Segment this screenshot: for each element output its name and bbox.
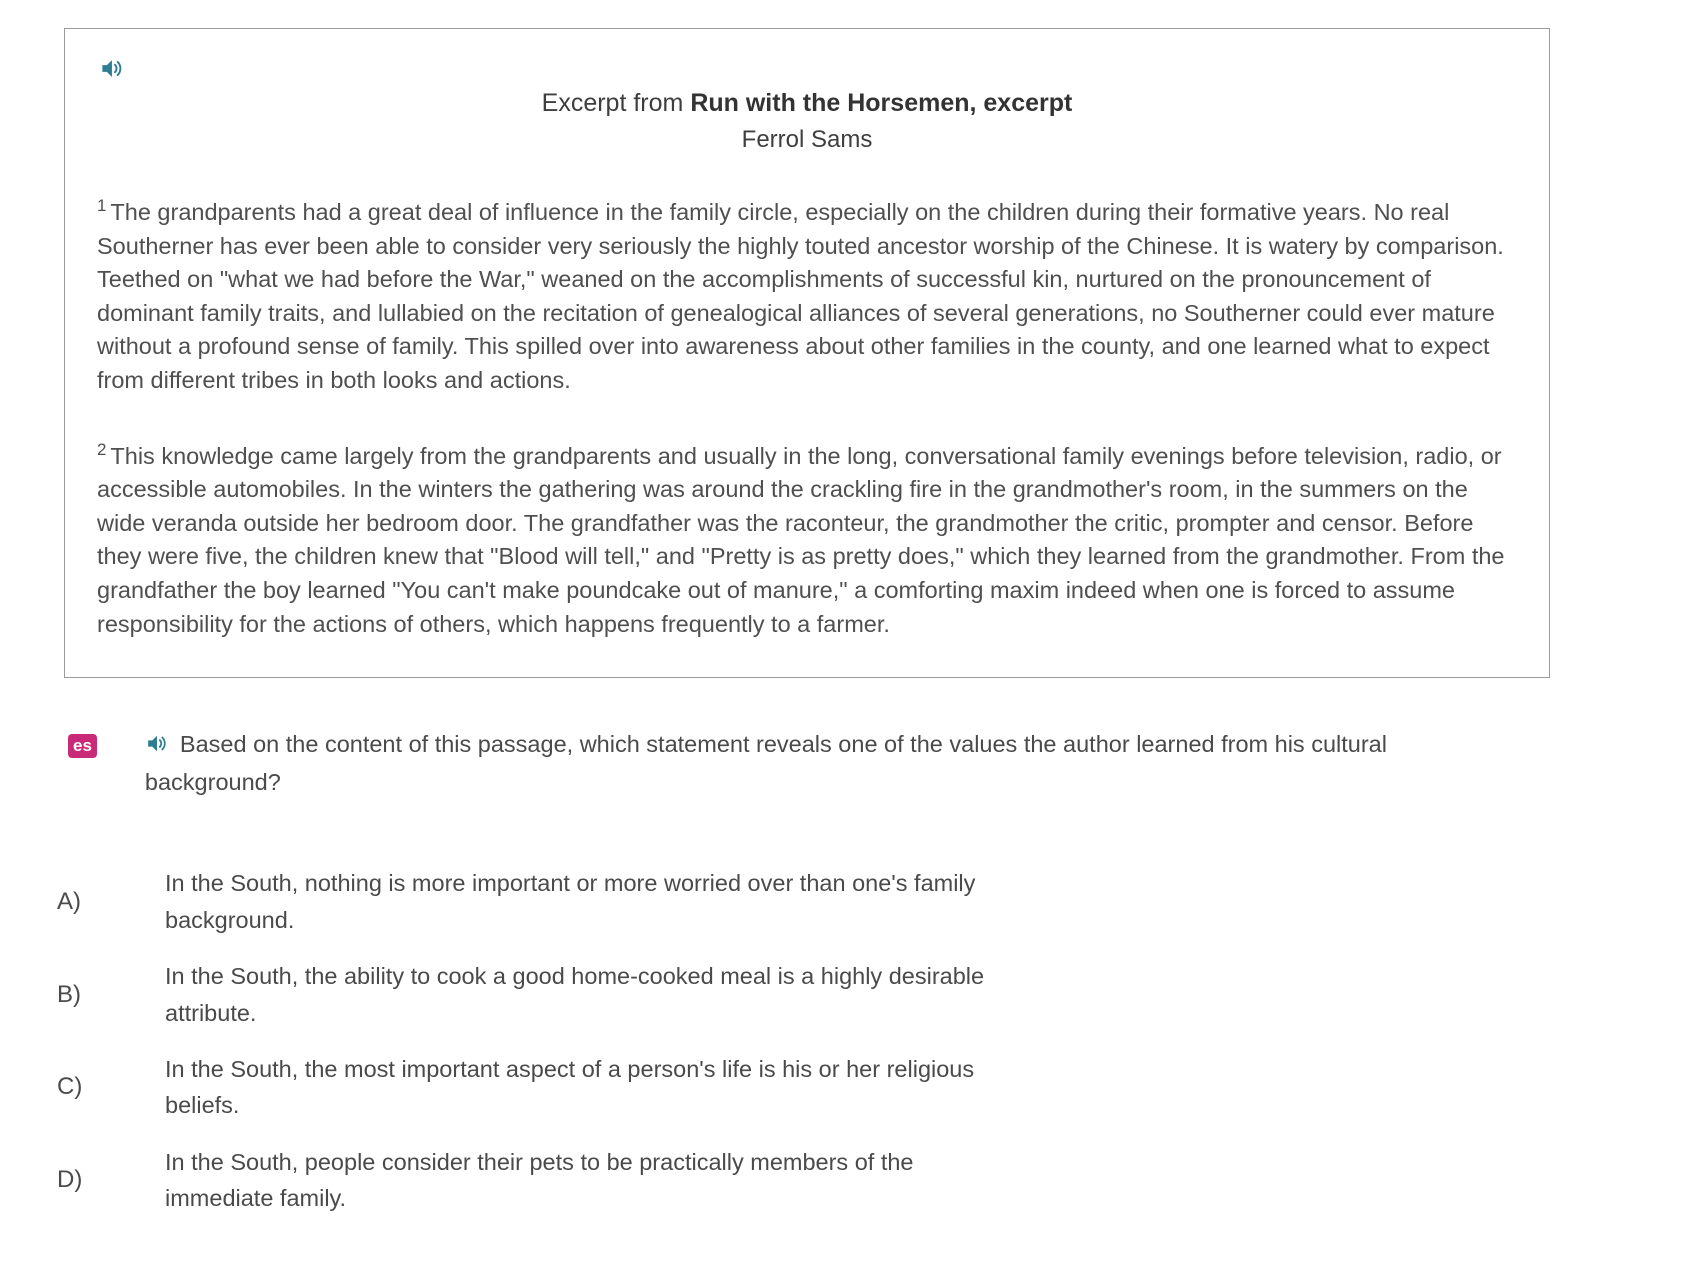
passage-author: Ferrol Sams [741, 126, 873, 153]
question-audio-button[interactable] [145, 731, 170, 766]
passage-title [97, 89, 1517, 118]
choice-d-label: D) [57, 1166, 83, 1194]
question-row [68, 728, 1694, 799]
choice-b-text: In the South, the ability to cook a good home-cooked meal is a highly desirable attribute. [165, 963, 985, 1026]
choice-d[interactable] [57, 1144, 1694, 1217]
paragraph-number: 2 [97, 439, 107, 459]
paragraph-number: 1 [97, 196, 107, 216]
choice-d-text: In the South, people consider their pets to be practically members of the immediate family. [165, 1148, 914, 1212]
choice-c-label: C) [57, 1073, 83, 1101]
choice-b[interactable] [57, 958, 1694, 1031]
passage-paragraph-1 [97, 196, 1517, 398]
passage-title-prefix: Excerpt from [541, 89, 691, 117]
spanish-toggle-badge[interactable]: es [68, 734, 97, 758]
passage-box [64, 28, 1550, 678]
paragraph-text: The grandparents had a great deal of influence in the family circle, especially on the children during their formative years. No real Southerner has ever been able to consider very seriously the highly touted ancestor worship of the Chinese. It is watery by comparison. Teethed on "what we had before the War," weaned on the accomplishments of successful kin, nurtured on the pronouncement of dominant family traits, and lullabied on the recitation of genealogical alliances of several generations, no Southerner could ever mature without a profound sense of family. This spilled over into awareness about other families in the county, and one learned what to expect from different tribes in both looks and actions. [97, 199, 1504, 393]
answer-choices [57, 865, 1694, 1216]
choice-a-text: In the South, nothing is more important or more worried over than one's family background. [165, 870, 976, 933]
choice-a-label: A) [57, 887, 81, 915]
choice-c[interactable] [57, 1051, 1694, 1124]
passage-title-bold: Run with the Horsemen, excerpt [690, 89, 1073, 117]
question-page [0, 28, 1694, 1217]
choice-b-label: B) [57, 980, 81, 1008]
choice-a[interactable] [57, 865, 1694, 938]
question-text: Based on the content of this passage, which statement reveals one of the values the author learned from his cultural background? [144, 731, 1387, 795]
passage-paragraph-2 [97, 440, 1517, 642]
choice-c-text: In the South, the most important aspect of a person's life is his or her religious beliefs. [165, 1056, 975, 1119]
speaker-icon [99, 55, 126, 87]
passage-audio-button[interactable] [99, 55, 126, 87]
paragraph-text: This knowledge came largely from the grandparents and usually in the long, conversational family evenings before television, radio, or accessible automobiles. In the winters the gathering was around the crackling fire in the grandmother's room, in the summers on the wide veranda outside her bedroom door. The grandfather was the raconteur, the grandmother the critic, prompter and censor. Before they were five, the children knew that "Blood will tell," and "Pretty is as pretty does," which they learned from the grandmother. From the grandfather the boy learned "You can't make poundcake out of manure," a comforting maxim indeed when one is forced to assume responsibility for the actions of others, which happens frequently to a farmer. [97, 442, 1505, 637]
question-body [145, 728, 1510, 799]
speaker-icon [145, 731, 170, 766]
